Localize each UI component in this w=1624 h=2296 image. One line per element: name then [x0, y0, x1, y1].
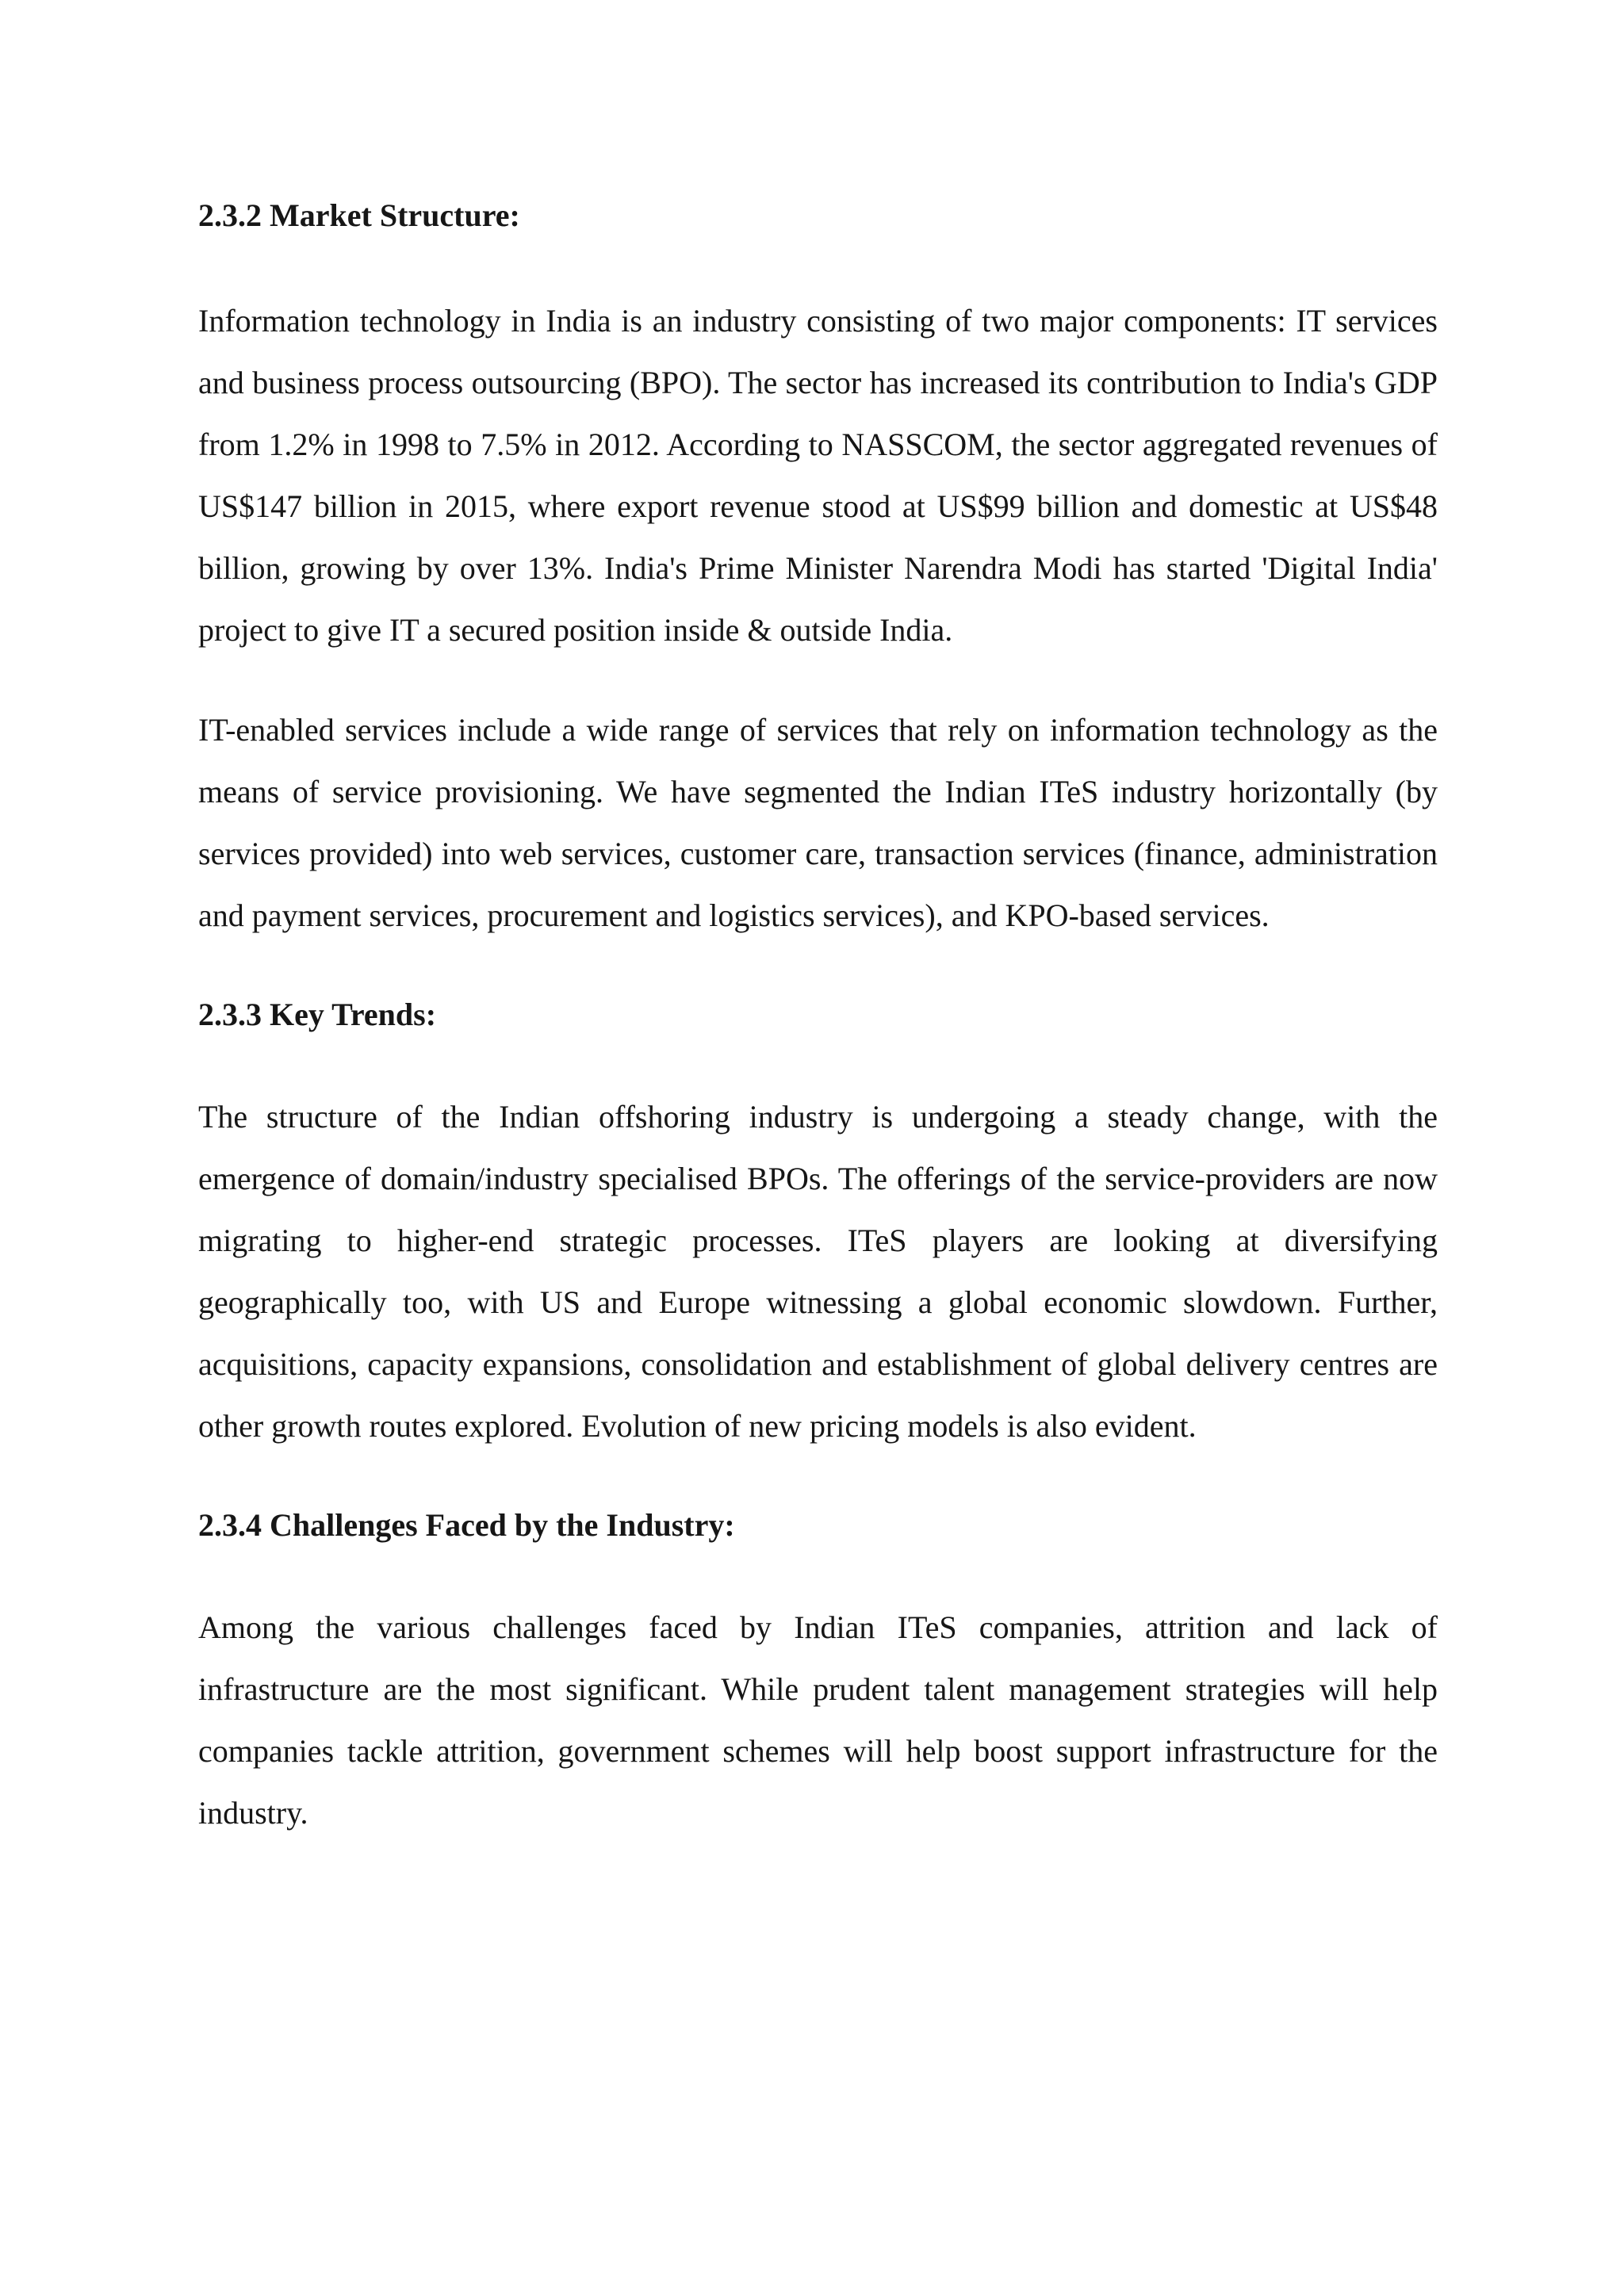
paragraph-market-structure-1: Information technology in India is an industry consisting of two major components: IT services and business process outsourcing (BPO). The sector has increased its contribution to India's GDP from 1.2% in 1998 to 7.5% in 2012. According to NASSCOM, the sector aggregated revenues of US$147 billion in 2015, where export revenue stood at US$99 billion and domestic at US$48 billion, growing by over 13%. India's Prime Minister Narendra Modi has started 'Digital India' project to give IT a secured position inside & outside India. — [198, 303, 1438, 648]
section-heading-challenges: 2.3.4 Challenges Faced by the Industry: — [198, 1507, 735, 1543]
document-page — [198, 182, 1438, 1844]
paragraph-challenges: Among the various challenges faced by Indian ITeS companies, attrition and lack of infrastructure are the most significant. While prudent talent management strategies will help companies tackle attrition, government schemes will help boost support infrastructure for the industry. — [198, 1609, 1438, 1831]
section-heading-key-trends: 2.3.3 Key Trends: — [198, 997, 437, 1032]
section-heading-market-structure: 2.3.2 Market Structure: — [198, 197, 520, 233]
paragraph-key-trends: The structure of the Indian offshoring industry is undergoing a steady change, with the emergence of domain/industry specialised BPOs. The offerings of the service-providers are now migrating to higher-end strategic processes. ITeS players are looking at diversifying geographically too, with US and Europe witnessing a global economic slowdown. Further, acquisitions, capacity expansions, consolidation and establishment of global delivery centres are other growth routes explored. Evolution of new pricing models is also evident. — [198, 1099, 1438, 1444]
paragraph-market-structure-2: IT-enabled services include a wide range of services that rely on information technology as the means of service provisioning. We have segmented the Indian ITeS industry horizontally (by services provided) into web services, customer care, transaction services (finance, administration and payment services, procurement and logistics services), and KPO-based services. — [198, 712, 1438, 933]
